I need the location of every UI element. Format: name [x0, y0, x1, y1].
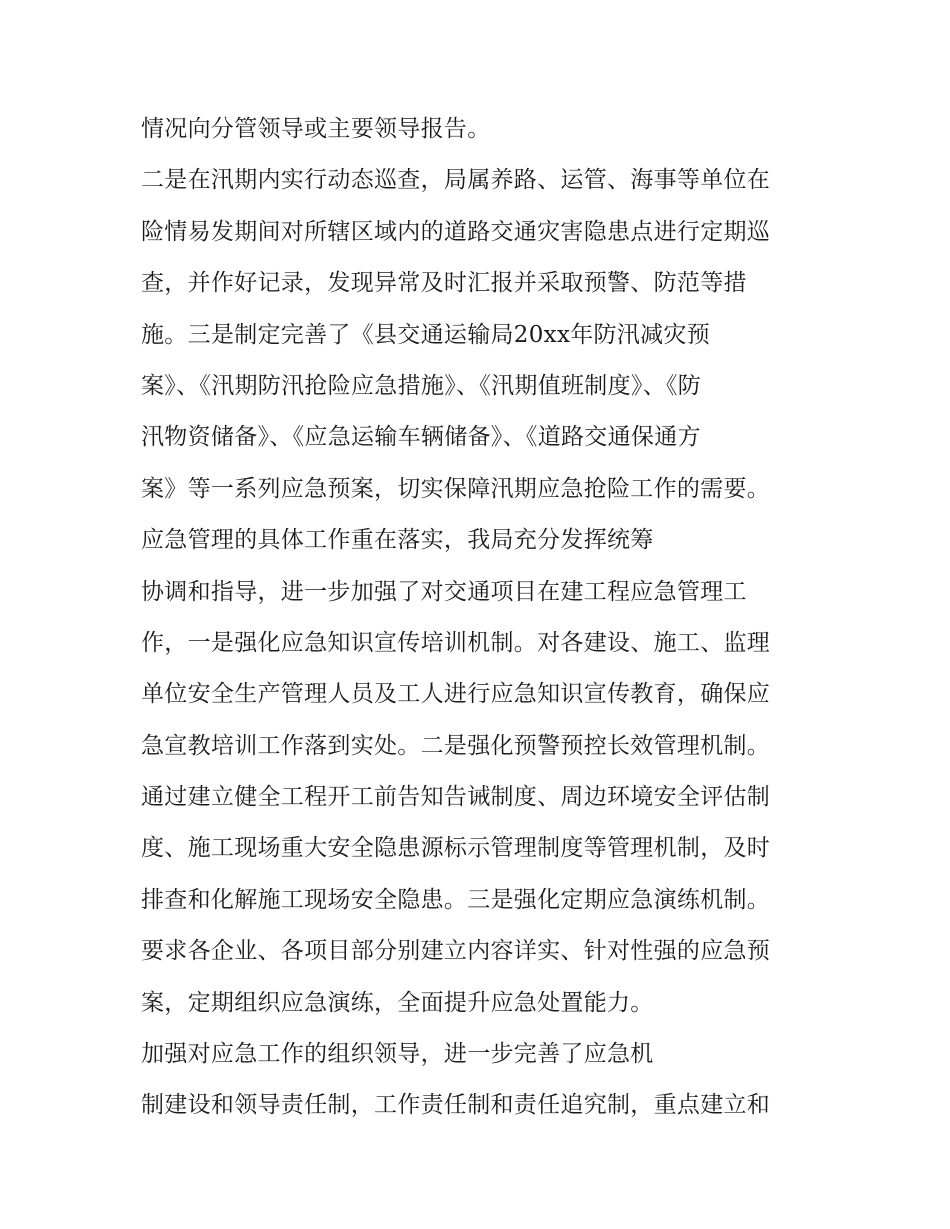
text-line: 情况向分管领导或主要领导报告。: [141, 116, 491, 142]
text-line: 案》等一系列应急预案，切实保障汛期应急抢险工作的需要。: [141, 475, 771, 502]
text-line: 作，一是强化应急知识宣传培训机制。对各建设、施工、监理: [141, 629, 771, 656]
text-line: 制建设和领导责任制，工作责任制和责任追究制，重点建立和: [141, 1092, 771, 1119]
text-line: 要求各企业、各项目部分别建立内容详实、针对性强的应急预: [141, 938, 771, 965]
text-line: 险情易发期间对所辖区域内的道路交通灾害隐患点进行定期巡: [141, 218, 771, 245]
text-line: 协调和指导，进一步加强了对交通项目在建工程应急管理工: [141, 578, 747, 605]
text-line: 度、施工现场重大安全隐患源标示管理制度等管理机制，及时: [141, 835, 771, 862]
text-line: 应急管理的具体工作重在落实，我局充分发挥统筹: [141, 527, 654, 554]
document-body: [141, 107, 821, 1135]
text-line: 排查和化解施工现场安全隐患。三是强化定期应急演练机制。: [141, 886, 771, 913]
text-line: 单位安全生产管理人员及工人进行应急知识宣传教育，确保应: [141, 681, 771, 708]
text-line: 案》、《汛期防汛抢险应急措施》、《汛期值班制度》、《防: [141, 372, 702, 399]
text-line: 通过建立健全工程开工前告知告诫制度、周边环境安全评估制: [141, 784, 771, 811]
text-line: 加强对应急工作的组织领导，进一步完善了应急机: [141, 1041, 654, 1068]
text-line: 二是在汛期内实行动态巡查，局属养路、运管、海事等单位在: [141, 167, 771, 194]
text-line: 施。三是制定完善了《县交通运输局20xx年防汛减灾预: [141, 321, 711, 348]
text-line: 查，并作好记录，发现异常及时汇报并采取预警、防范等措: [141, 270, 747, 297]
text-line: 急宣教培训工作落到实处。二是强化预警预控长效管理机制。: [141, 732, 771, 759]
text-line: 案，定期组织应急演练，全面提升应急处置能力。: [141, 989, 654, 1016]
text-line: 汛物资储备》、《应急运输车辆储备》、《道路交通保通方: [141, 424, 701, 451]
